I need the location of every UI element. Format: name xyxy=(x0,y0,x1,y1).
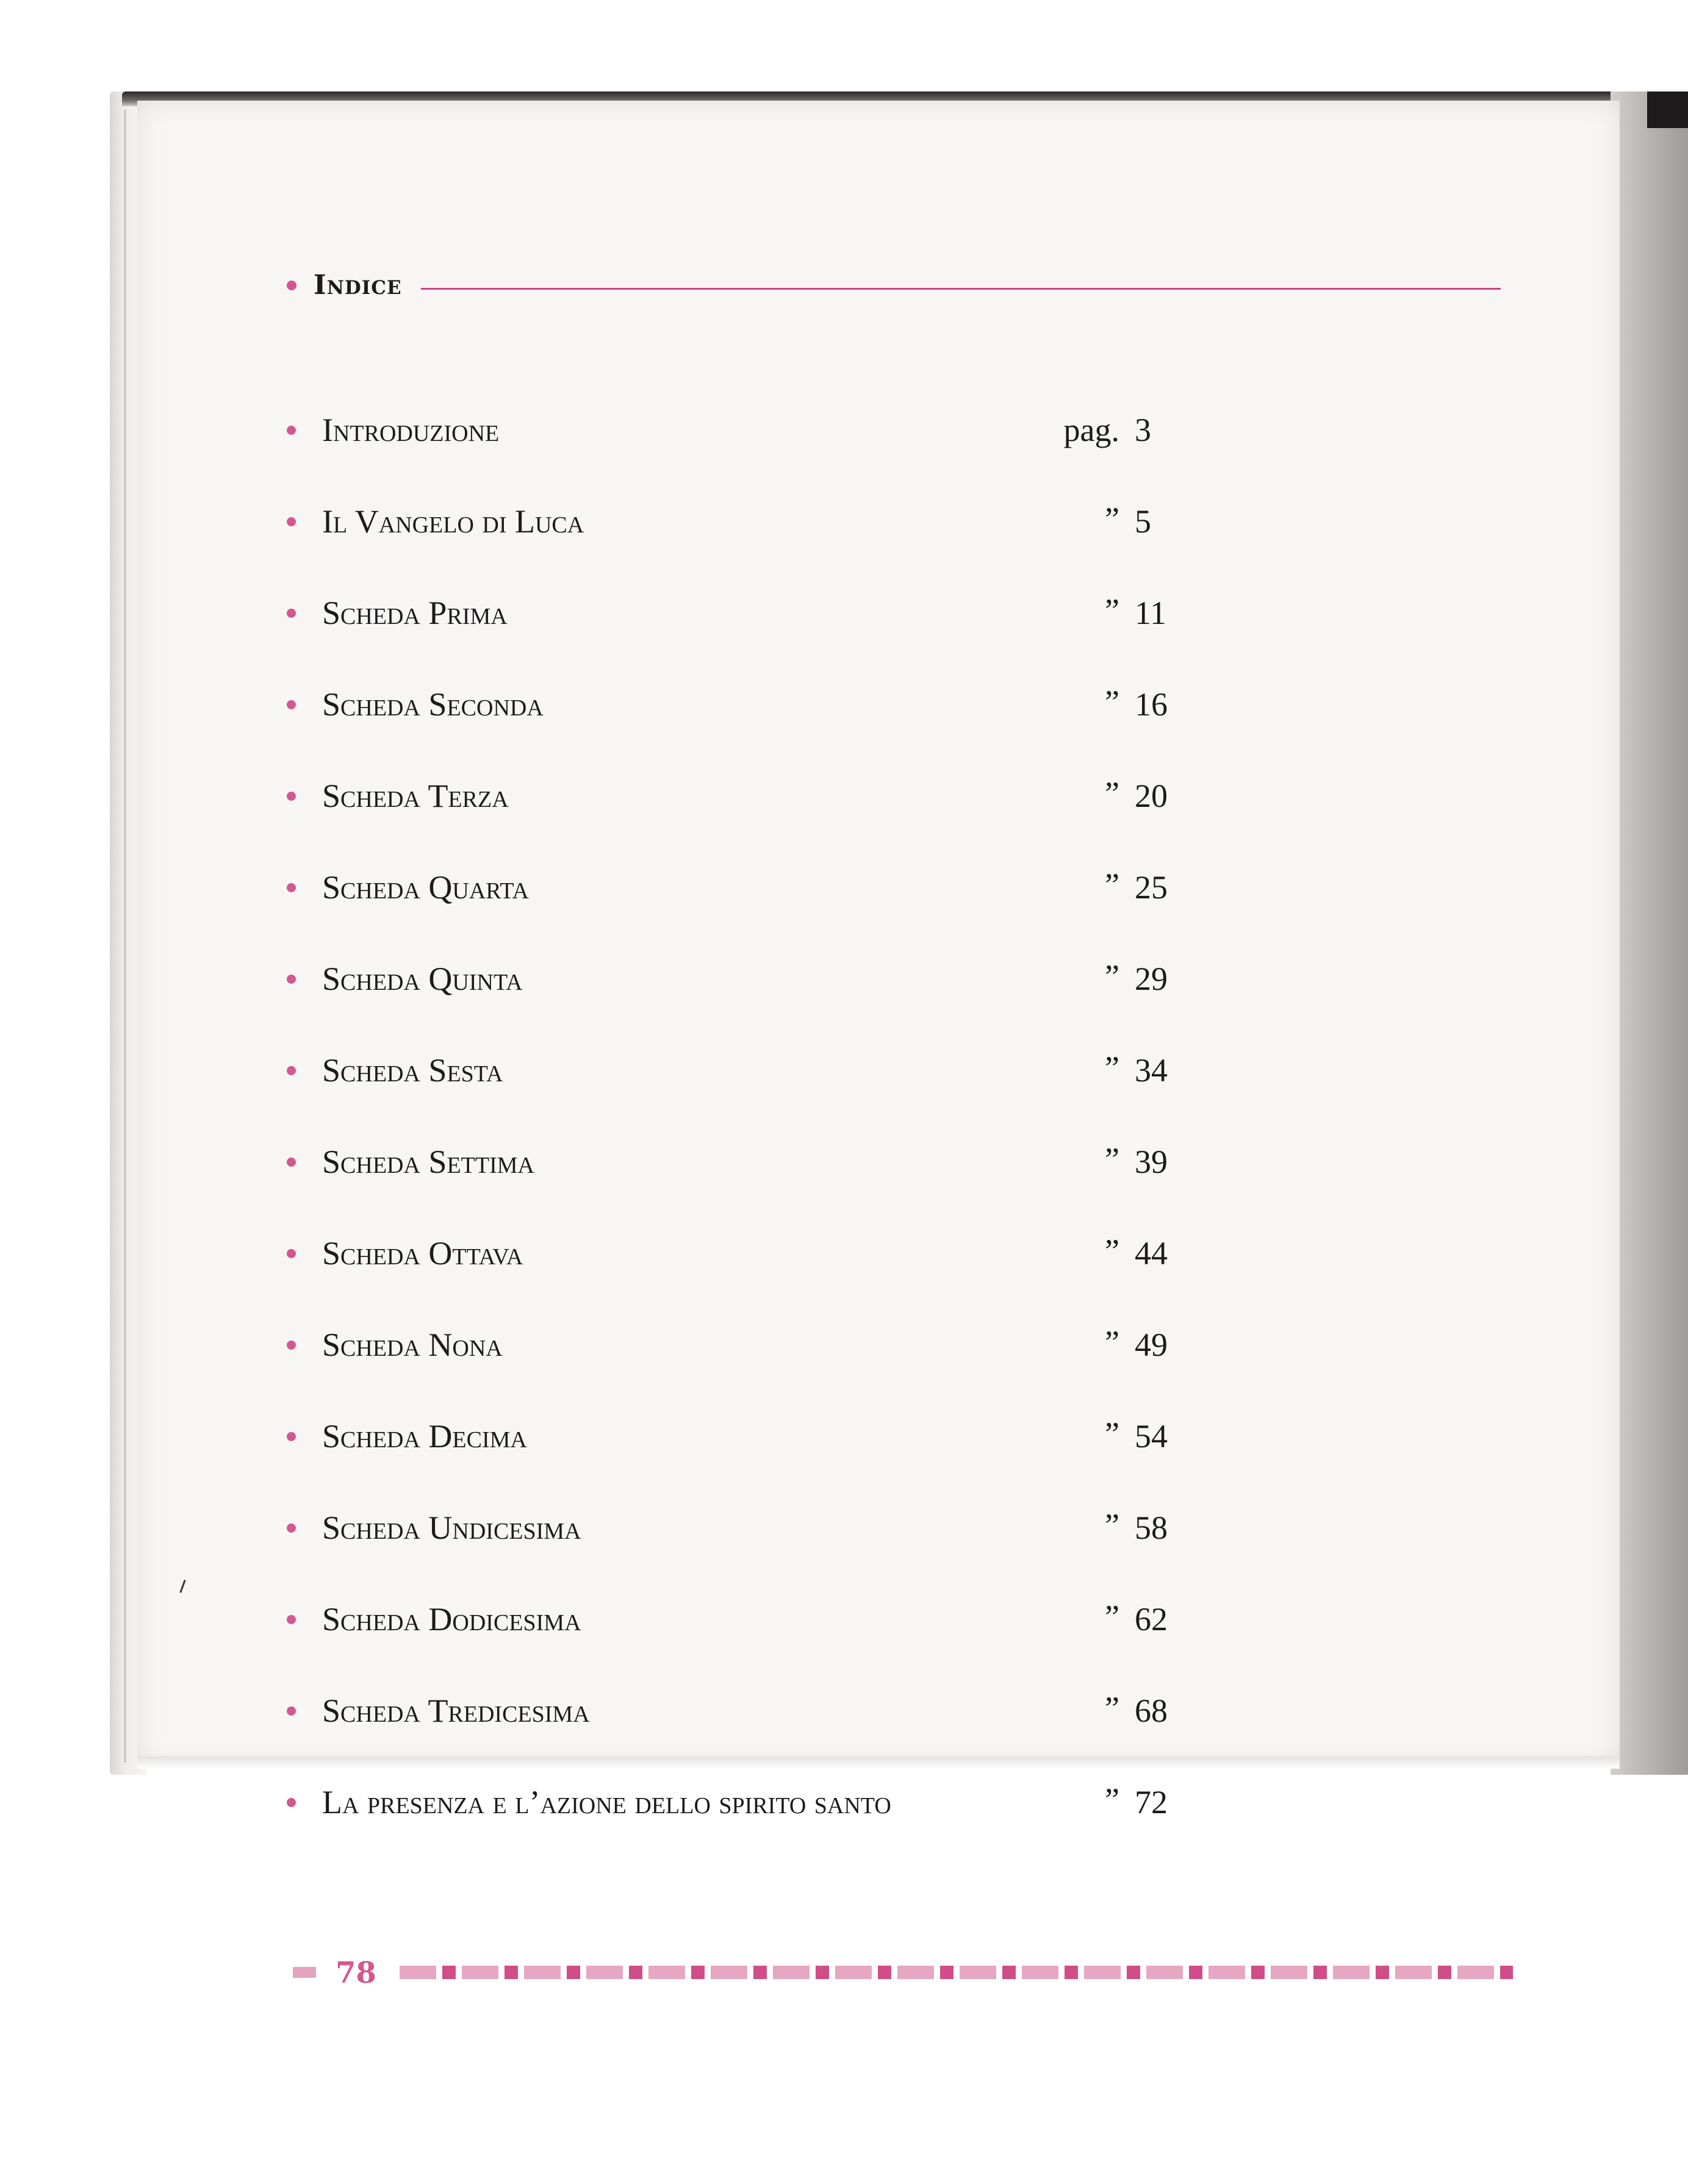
bullet-icon xyxy=(287,1158,296,1167)
spine-line xyxy=(124,110,126,1763)
toc-entry-page: 54 xyxy=(1135,1418,1168,1455)
bullet-icon xyxy=(287,1249,296,1258)
toc-entry xyxy=(287,1323,1568,1366)
toc-entry xyxy=(287,1689,1568,1732)
bullet-icon xyxy=(287,883,296,892)
page-footer xyxy=(293,1955,1513,1991)
toc-entry-page: 20 xyxy=(1135,778,1168,814)
toc-entry-title: Introduzione xyxy=(322,412,500,448)
toc-entry-page: 16 xyxy=(1135,686,1168,723)
toc-entry xyxy=(287,1140,1568,1183)
toc-entry-title: Scheda Sesta xyxy=(322,1052,503,1089)
toc-entry-title: Scheda Seconda xyxy=(322,686,544,723)
toc-entry xyxy=(287,958,1568,1000)
book-cover-right-edge xyxy=(1611,91,1688,1775)
toc-entry-page: 25 xyxy=(1135,869,1168,906)
toc-entry xyxy=(287,775,1568,817)
toc-entry-page: 49 xyxy=(1135,1327,1168,1363)
bullet-icon xyxy=(287,426,296,435)
toc-entry-page: 39 xyxy=(1135,1144,1168,1180)
ditto-mark: ” xyxy=(1105,1050,1119,1086)
bullet-icon xyxy=(287,975,296,984)
toc-entry-page: 44 xyxy=(1135,1235,1168,1272)
bullet-icon xyxy=(287,1523,296,1533)
toc-entry-title: La presenza e l’azione dello spirito santo xyxy=(322,1784,891,1821)
bullet-icon xyxy=(287,609,296,618)
toc-entry xyxy=(287,500,1568,543)
bullet-icon xyxy=(287,281,296,290)
toc-entry-title: Scheda Decima xyxy=(322,1418,527,1455)
toc-entry-title: Scheda Prima xyxy=(322,595,508,631)
toc-entry-title: Scheda Ottava xyxy=(322,1235,523,1272)
footer-decor-strip xyxy=(400,1966,1513,1979)
ditto-mark: ” xyxy=(1105,867,1119,903)
toc-entry-title: Scheda Terza xyxy=(322,778,509,814)
toc-entry-title: Il Vangelo di Luca xyxy=(322,503,584,540)
toc-entry xyxy=(287,409,1568,451)
bullet-icon xyxy=(287,1066,296,1075)
bullet-icon xyxy=(287,1706,296,1716)
toc-entry xyxy=(287,592,1568,634)
page-bottom-shadow xyxy=(137,1756,1620,1769)
toc-entry xyxy=(287,1415,1568,1458)
bullet-icon xyxy=(287,1798,296,1807)
ditto-mark: ” xyxy=(1105,1141,1119,1178)
toc-entry-page: 62 xyxy=(1135,1601,1168,1638)
toc-entry-page: 68 xyxy=(1135,1692,1168,1729)
ditto-mark: ” xyxy=(1105,1690,1119,1727)
ditto-mark: ” xyxy=(1105,1324,1119,1361)
toc-entry xyxy=(287,1598,1568,1641)
footer-decor-bar xyxy=(293,1967,316,1978)
ditto-mark: ” xyxy=(1105,592,1119,629)
page-number: 78 xyxy=(336,1956,376,1990)
ditto-mark: ” xyxy=(1105,684,1119,720)
toc-entry-page: 58 xyxy=(1135,1509,1168,1546)
index-title: Indice xyxy=(314,270,402,301)
toc-entry xyxy=(287,1232,1568,1275)
toc-entry xyxy=(287,683,1568,726)
ditto-mark: ” xyxy=(1105,1599,1119,1635)
toc-entry xyxy=(287,1506,1568,1549)
toc-entry-title: Scheda Quarta xyxy=(322,869,529,906)
toc-entry-title: Scheda Quinta xyxy=(322,961,523,997)
toc-entry-title: Scheda Tredicesima xyxy=(322,1692,590,1729)
page-prefix: pag. xyxy=(1063,412,1119,448)
header-rule xyxy=(421,288,1501,290)
toc-entry xyxy=(287,866,1568,909)
toc-entry xyxy=(287,1781,1568,1824)
toc-entry-page: 5 xyxy=(1135,503,1151,540)
ditto-mark: ” xyxy=(1105,1416,1119,1452)
toc-entry-page: 34 xyxy=(1135,1052,1168,1089)
toc-entry-page: 11 xyxy=(1135,595,1166,631)
bullet-icon xyxy=(287,792,296,801)
bullet-icon xyxy=(287,1432,296,1441)
toc-entry-page: 72 xyxy=(1135,1784,1168,1821)
ditto-mark: ” xyxy=(1105,501,1119,537)
toc-entry-title: Scheda Dodicesima xyxy=(322,1601,581,1638)
bullet-icon xyxy=(287,1615,296,1624)
ditto-mark: ” xyxy=(1105,958,1119,995)
ditto-mark: ” xyxy=(1105,1507,1119,1544)
ditto-mark: ” xyxy=(1105,775,1119,812)
book-cover-corner xyxy=(1647,91,1688,128)
toc-entry-title: Scheda Nona xyxy=(322,1327,503,1363)
toc-entry xyxy=(287,1049,1568,1092)
toc-entry-page: 29 xyxy=(1135,961,1168,997)
index-header xyxy=(287,268,1501,305)
bullet-icon xyxy=(287,1341,296,1350)
ditto-mark: ” xyxy=(1105,1233,1119,1269)
bullet-icon xyxy=(287,517,296,526)
toc-entry-title: Scheda Settima xyxy=(322,1144,534,1180)
toc-entry-page: 3 xyxy=(1135,412,1151,448)
ditto-mark: ” xyxy=(1105,1781,1119,1818)
toc-entry-title: Scheda Undicesima xyxy=(322,1509,581,1546)
bullet-icon xyxy=(287,700,296,709)
